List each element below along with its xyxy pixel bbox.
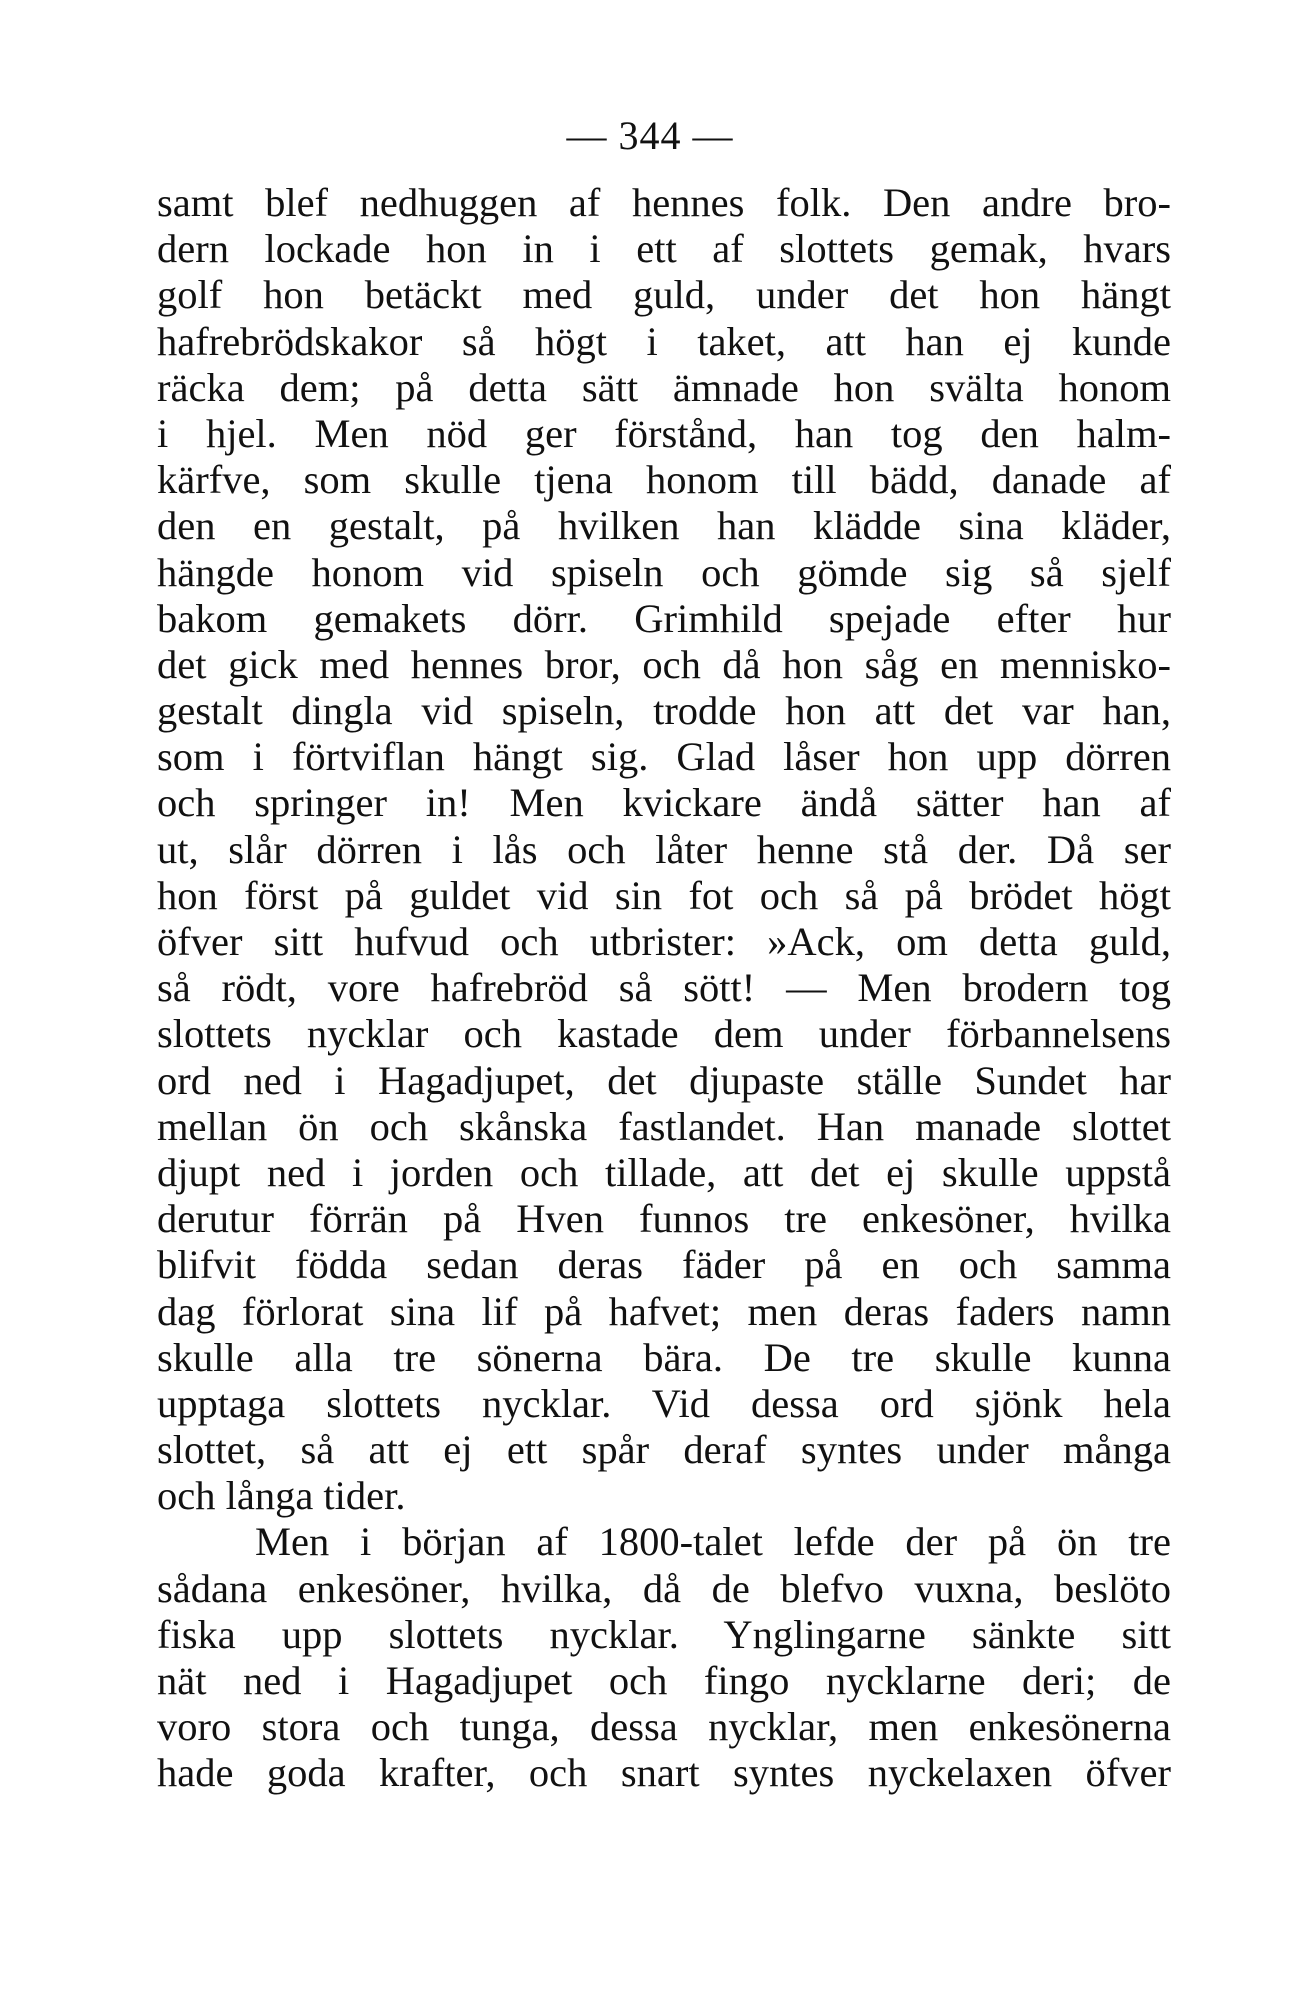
text-line: i hjel. Men nöd ger förstånd, han tog den halm- (157, 410, 1171, 456)
text-line: det gick med hennes bror, och då hon såg en mennisko- (157, 641, 1171, 687)
text-line: och springer in! Men kvickare ändå sätter han af (157, 780, 1171, 826)
text-line: derutur förrän på Hven funnos tre enkesöner, hvilka (157, 1196, 1171, 1242)
text-line: ut, slår dörren i lås och låter henne stå der. Då ser (157, 826, 1171, 872)
text-line: fiska upp slottets nycklar. Ynglingarne sänkte sitt (157, 1611, 1171, 1657)
text-line: hade goda krafter, och snart syntes nyckelaxen öfver (157, 1750, 1171, 1796)
text-line: öfver sitt hufvud och utbrister: »Ack, om detta guld, (157, 919, 1171, 964)
text-line: Men i början af 1800-talet lefde der på ön tre (255, 1519, 1171, 1565)
text-line: den en gestalt, på hvilken han klädde sina kläder, (157, 503, 1171, 549)
text-line: bakom gemakets dörr. Grimhild spejade efter hur (157, 595, 1171, 641)
text-line: djupt ned i jorden och tillade, att det ej skulle uppstå (157, 1149, 1171, 1195)
text-line: golf hon betäckt med guld, under det hon hängt (157, 272, 1171, 318)
text-line: mellan ön och skånska fastlandet. Han manade slottet (157, 1103, 1171, 1149)
text-line: hon först på guldet vid sin fot och så på brödet högt (157, 872, 1171, 918)
text-line: hängde honom vid spiseln och gömde sig så sjelf (157, 549, 1171, 595)
text-line: gestalt dingla vid spiseln, trodde hon att det var han, (157, 688, 1171, 734)
text-line: upptaga slottets nycklar. Vid dessa ord sjönk hela (157, 1380, 1171, 1426)
text-line: ord ned i Hagadjupet, det djupaste ställe Sundet har (157, 1057, 1171, 1103)
text-line: sådana enkesöner, hvilka, då de blefvo vuxna, beslöto (157, 1565, 1171, 1611)
page-number: — 344 — (566, 113, 734, 158)
text-line: voro stora och tunga, dessa nycklar, men enkesönerna (157, 1704, 1171, 1750)
text-line: kärfve, som skulle tjena honom till bädd, danade af (157, 457, 1171, 503)
text-line: skulle alla tre sönerna bära. De tre skulle kunna (157, 1334, 1171, 1380)
body-text (157, 180, 1171, 1797)
text-line: samt blef nedhuggen af hennes folk. Den andre bro- (157, 180, 1171, 225)
text-line: och långa tider. (157, 1473, 406, 1519)
text-line: räcka dem; på detta sätt ämnade hon svälta honom (157, 364, 1171, 410)
text-line: slottet, så att ej ett spår deraf syntes under många (157, 1427, 1171, 1473)
text-line: blifvit födda sedan deras fäder på en och samma (157, 1242, 1171, 1288)
text-line: som i förtviflan hängt sig. Glad låser hon upp dörren (157, 734, 1171, 780)
text-line: slottets nycklar och kastade dem under förbannelsens (157, 1011, 1171, 1057)
text-line: dag förlorat sina lif på hafvet; men deras faders namn (157, 1288, 1171, 1334)
text-line: dern lockade hon in i ett af slottets gemak, hvars (157, 226, 1171, 272)
text-line: så rödt, vore hafrebröd så sött! — Men brodern tog (157, 965, 1171, 1011)
text-line: hafrebrödskakor så högt i taket, att han ej kunde (157, 318, 1171, 364)
text-line: nät ned i Hagadjupet och fingo nycklarne deri; de (157, 1658, 1171, 1703)
